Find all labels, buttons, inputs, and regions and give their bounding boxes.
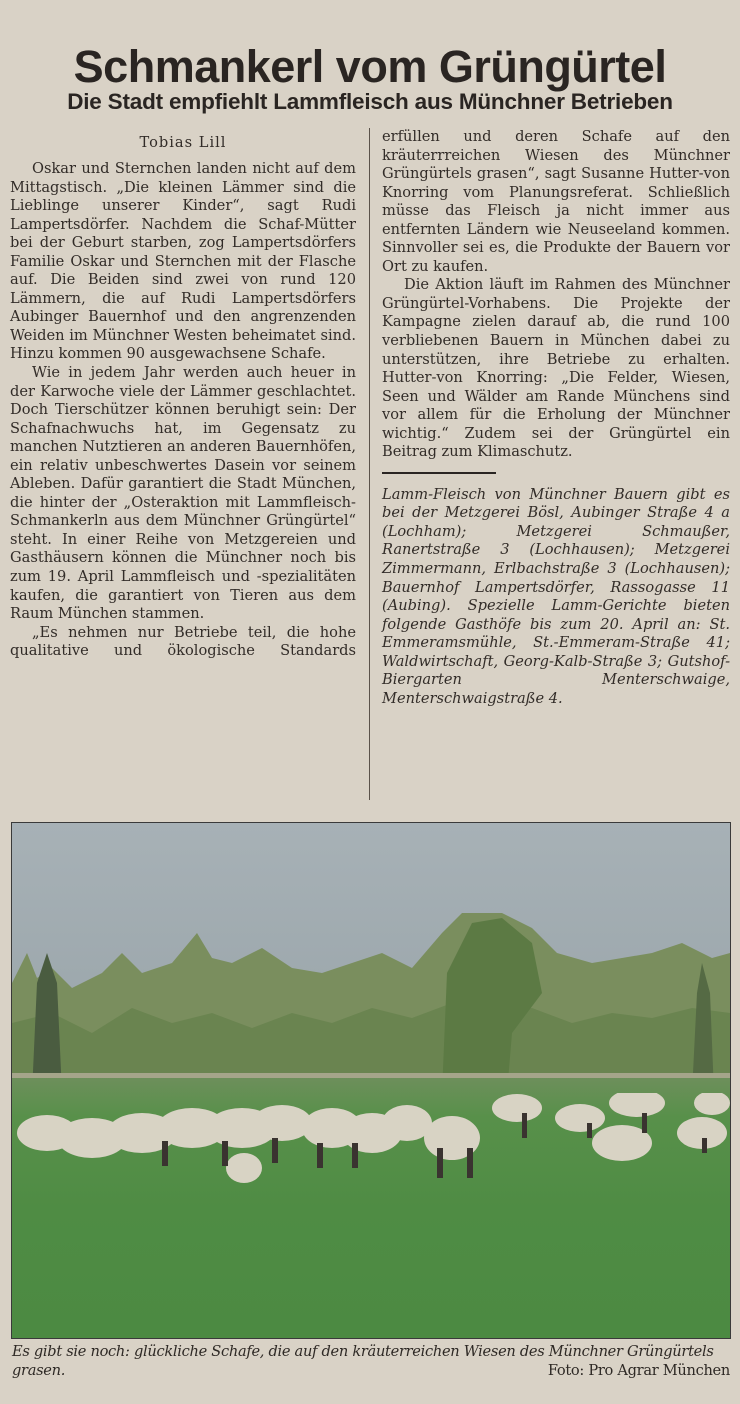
trees-illustration (12, 913, 730, 1093)
photo-caption: Es gibt sie noch: glückliche Schafe, die auf den kräuterreichen Wiesen des Münchner Grüngürtels grasen. (12, 1343, 714, 1379)
paragraph: Die Aktion läuft im Rahmen des Münchner Grüngürtel-Vorhabens. Die Projekte der Kampagne zielen darauf ab, die rund 100 verbliebenen Bauern in München dabei zu unterstützen, ihre Betriebe zu erhalten. Hutter-von Knorring: „Die Felder, Wiesen, Seen und Wälder am Rande Münchens sind vor allem für die Erholung der Münchner wichtig.“ Zudem sei der Grüngürtel ein Beitrag zum Klimaschutz. (382, 276, 730, 461)
sheep-flock-illustration (12, 1093, 730, 1233)
photo-credit: Foto: Pro Agrar München (547, 1362, 730, 1379)
paragraph: Wie in jedem Jahr werden auch heuer in der Karwoche viele der Lämmer geschlachtet. Doch Tierschützer können beruhigt sein: Der Schafnachwuchs hat, im Gegensatz zu manchen Nutztieren an anderen Bauernhöfen, ein relativ unbeschwertes Dasein vor seinem Ableben. Dafür garantiert die Stadt München, die hinter der „Osteraktion mit Lammfleisch-Schmankerln aus dem Münchner Grüngürtel“ steht. In einer Reihe von Metzgereien und Gasthäusern können die Münchner noch bis zum 19. April Lammfleisch und -spezialitäten kaufen, die garantiert von Tieren aus dem Raum München stammen. (10, 364, 356, 623)
column-divider (369, 128, 370, 800)
info-box: Lamm-Fleisch von Münchner Bauern gibt es bei der Metzgerei Bösl, Aubinger Straße 4 a (Lochham); Metzgerei Schmaußer, Ranertstraße 3 (Lochhausen); Metzgerei Zimmermann, Erlbachstraße 3 (Lochhausen); Bauernhof Lampertsdörfer, Rassogasse 11 (Aubing). Spezielle Lamm-Gerichte bieten folgende Gasthöfe bis zum 20. April an: St. Emmeramsmühle, St.-Emmeram-Straße 41; Waldwirtschaft, Georg-Kalb-Straße 3; Gutshof-Biergarten Menterschwaige, Menterschwaigstraße 4. (382, 485, 730, 707)
author-byline: Tobias Lill (139, 134, 227, 151)
sheep-photo (11, 822, 731, 1339)
paragraph: „Es nehmen nur Betriebe teil, die hohe qualitative und ökologische Standards (10, 623, 356, 660)
paragraph: erfüllen und deren Schafe auf den kräuterrreichen Wiesen des Münchner Grüngürtels grasen“, sagt Susanne Hutter-von Knorring vom Planungsreferat. Schließlich müsse das Fleisch ja nicht immer aus entfernten Ländern wie Neuseeland kommen. Sinnvoller sei es, die Produkte der Bauern vor Ort zu kaufen. (382, 128, 730, 275)
subheadline: Die Stadt empfiehlt Lammfleisch aus Münchner Betrieben (67, 88, 673, 114)
paragraph: Oskar und Sternchen landen nicht auf dem Mittagstisch. „Die kleinen Lämmer sind die Lieblinge unserer Kinder“, sagt Rudi Lampertsdörfer. Nachdem die Schaf-Mütter bei der Geburt starben, zog Lampertsdörfers Familie Oskar und Sternchen mit der Flasche auf. Die Beiden sind zwei von rund 120 Lämmern, die auf Rudi Lampertsdörfers Aubinger Bauernhof und den angrenzenden Weiden im Münchner Westen beheimatet sind. Hinzu kommen 90 ausgewachsene Schafe. (10, 160, 356, 363)
section-rule (382, 472, 496, 474)
left-column (10, 128, 356, 661)
right-column (382, 128, 730, 708)
headline: Schmankerl vom Grüngürtel (73, 41, 667, 93)
